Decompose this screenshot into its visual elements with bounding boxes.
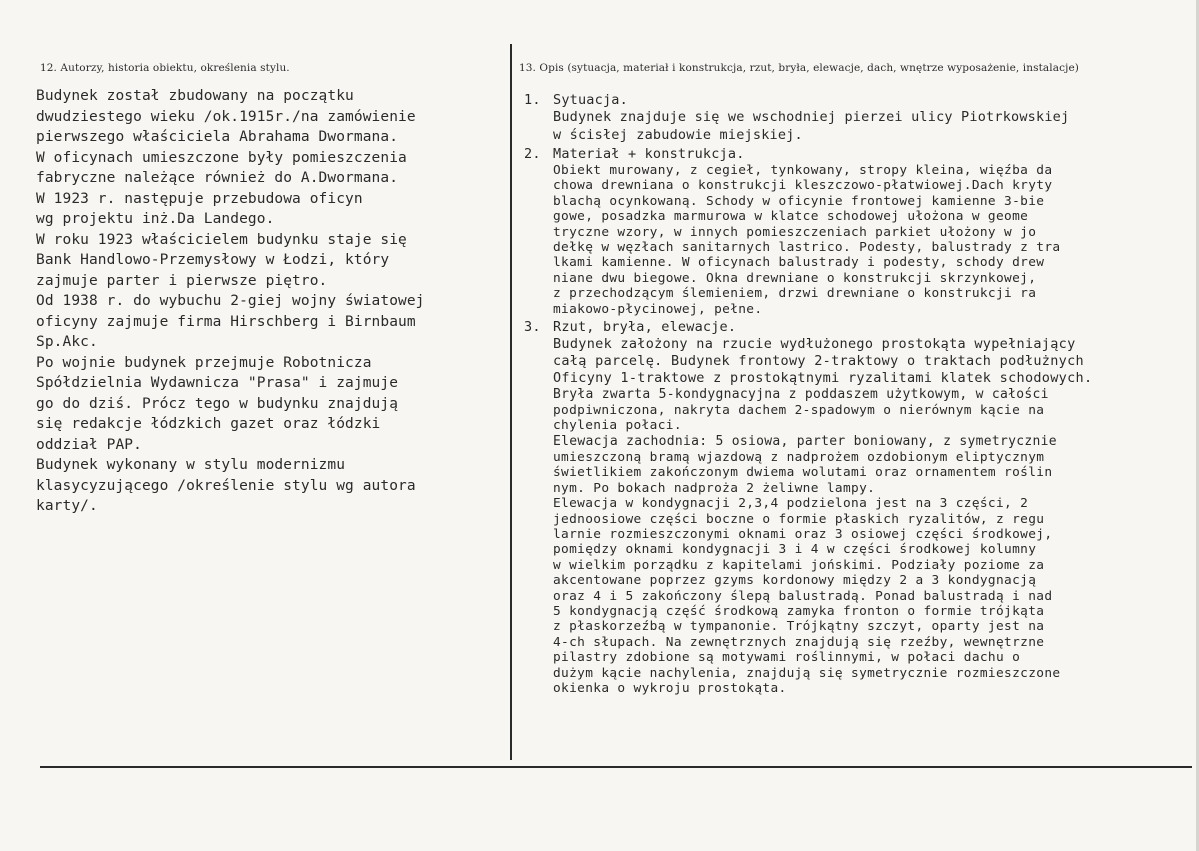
history-line: W 1923 r. następuje przebudowa oficyn — [36, 190, 363, 207]
section-13-heading: 13. Opis (sytuacja, materiał i konstrukcja, rzut, bryła, elewacje, dach, wnętrze wyposażenie, instalacje) — [519, 62, 1079, 74]
column-divider — [510, 44, 512, 760]
history-line: Po wojnie budynek przejmuje Robotnicza — [36, 354, 372, 371]
history-line: Budynek wykonany w stylu modernizmu — [36, 457, 346, 473]
description-line: całą parcelę. Budynek frontowy 2-traktowy o traktach podłużnych — [553, 353, 1084, 370]
description-line: chowa drewniana o konstrukcji kleszczowo-płatwiowej.Dach kryty — [553, 178, 1053, 194]
description-line: blachą ocynkowaną. Schody w oficynie frontowej kamienne 3-bie — [553, 193, 1045, 209]
description-line: umieszczoną bramą wjazdową z nadprożem ozdobionym eliptycznym — [553, 449, 1045, 465]
description-line: oraz 4 i 5 zakończony ślepą balustradą. Ponad balustradą i nad — [553, 588, 1053, 604]
history-line: Od 1938 r. do wybuchu 2-giej wojny światowej — [36, 293, 425, 309]
description-line: gowe, posadzka marmurowa w klatce schodowej ułożona w geome — [553, 209, 1029, 225]
section-title: Sytuacja. — [553, 92, 628, 108]
description-line: larnie rozmieszczonymi oknami oraz 3 osiowej części środkowej, — [553, 526, 1053, 542]
description-line: w ścisłej zabudowie miejskiej. — [553, 126, 803, 143]
section-situation-heading — [524, 90, 1092, 109]
history-line: pierwszego właściciela Abrahama Dwormana. — [36, 129, 399, 145]
history-line: się redakcje łódzkich gazet oraz łódzki — [36, 416, 381, 432]
history-line: Budynek został zbudowany na początku — [36, 88, 354, 104]
history-line: W roku 1923 właścicielem budynku staje się — [36, 231, 407, 248]
description-line: niane dwu biegowe. Okna drewniane o konstrukcji skrzynkowej, — [553, 270, 1037, 286]
description-line: 4-ch słupach. Na zewnętrznych znajdują się rzeźby, wewnętrzne — [553, 634, 1045, 650]
history-line: oddział PAP. — [36, 436, 142, 453]
section-title: Materiał + konstrukcja. — [553, 146, 745, 162]
description-line: Oficyny 1-traktowe z prostokątnymi ryzalitami klatek schodowych. — [553, 370, 1093, 387]
description-line: dełkę w węzłach sanitarnych lastrico. Podesty, balustrady z tra — [553, 240, 1061, 256]
section-number: 1. — [524, 92, 541, 108]
description-line: pilastry zdobione są motywami roślinnymi, w połaci dachu o — [553, 650, 1021, 666]
section-number: 2. — [524, 146, 541, 162]
description-line: z płaskorzeźbą w tympanonie. Trójkątny szczyt, oparty jest na — [553, 619, 1045, 635]
history-line: zajmuje parter i pierwsze piętro. — [36, 272, 328, 289]
section-12-heading: 12. Autorzy, historia obiektu, określenia stylu. — [40, 62, 290, 74]
history-line: go do dziś. Prócz tego w budynku znajdują — [36, 395, 399, 412]
description-line: pomiędzy oknami kondygnacji 3 i 4 w części środkowej kolumny — [553, 542, 1037, 558]
history-line: dwudziestego wieku /ok.1915r./na zamówienie — [36, 108, 416, 125]
description-line: Bryła zwarta 5-kondygnacyjna z poddaszem użytkowym, w całości — [553, 387, 1049, 403]
section-number: 3. — [524, 319, 541, 336]
description-line: dużym kącie nachylenia, znajdują się symetrycznie rozmieszczone — [553, 665, 1061, 681]
description-line: Elewacja zachodnia: 5 osiowa, parter boniowany, z symetrycznie — [553, 433, 1057, 449]
bottom-rule — [40, 766, 1192, 768]
description-line: lkami kamienne. W oficynach balustrady i podesty, schody drew — [553, 255, 1045, 271]
history-line: klasycyzującego /określenie stylu wg autora — [36, 477, 416, 494]
history-line: Sp.Akc. — [36, 334, 98, 350]
history-line: Bank Handlowo-Przemysłowy w Łodzi, który — [36, 252, 390, 268]
description-line: okienka o wykroju prostokąta. — [553, 680, 787, 696]
description-line: jednoosiowe części boczne o formie płaskich ryzalitów, z regu — [553, 511, 1045, 527]
history-line: Spółdzielnia Wydawnicza "Prasa" i zajmuje — [36, 375, 399, 391]
description-line: podpiwniczona, nakryta dachem 2-spadowym o nierównym kącie na — [553, 403, 1045, 419]
description-line: Budynek znajduje się we wschodniej pierzei ulicy Piotrkowskiej — [553, 109, 1070, 125]
description-line: nym. Po bokach nadproża 2 żeliwne lampy. — [553, 480, 876, 496]
history-text — [36, 86, 425, 517]
description-line: z przechodzącym ślemieniem, drzwi drewniane o konstrukcji ra — [553, 286, 1037, 302]
description-line: 5 kondygnacją część środkową zamyka fronton o formie trójkąta — [553, 603, 1045, 619]
description-line: Elewacja w kondygnacji 2,3,4 podzielona jest na 3 części, 2 — [553, 496, 1029, 512]
history-line: W oficynach umieszczone były pomieszczenia — [36, 149, 407, 166]
history-line: wg projektu inż.Da Landego. — [36, 211, 275, 227]
description-line: Budynek założony na rzucie wydłużonego prostokąta wypełniający — [553, 336, 1076, 353]
description-line: w wielkim porządku z kapitelami jońskimi. Podziały poziome za — [553, 557, 1045, 573]
history-line: oficyny zajmuje firma Hirschberg i Birnbaum — [36, 313, 416, 330]
history-line: karty/. — [36, 498, 98, 514]
description-line: tryczne wzory, w innych pomieszczeniach parkiet ułożony w jo — [553, 224, 1037, 240]
description-text — [524, 90, 1092, 696]
section-title: Rzut, bryła, elewacje. — [553, 319, 737, 336]
description-line: świetlikiem zakończonym dwiema wolutami oraz ornamentem roślin — [553, 465, 1053, 481]
section-plan-heading — [524, 317, 1092, 336]
history-line: fabryczne należące również do A.Dwormana. — [36, 170, 399, 186]
description-line: chylenia połaci. — [553, 418, 682, 434]
description-line: Obiekt murowany, z cegieł, tynkowany, stropy kleina, więźba da — [553, 163, 1053, 178]
description-line: miakowo-płycinowej, pełne. — [553, 301, 763, 317]
description-line: akcentowane poprzez gzyms kordonowy między 2 a 3 kondygnacją — [553, 573, 1037, 589]
section-material-heading — [524, 144, 1092, 163]
